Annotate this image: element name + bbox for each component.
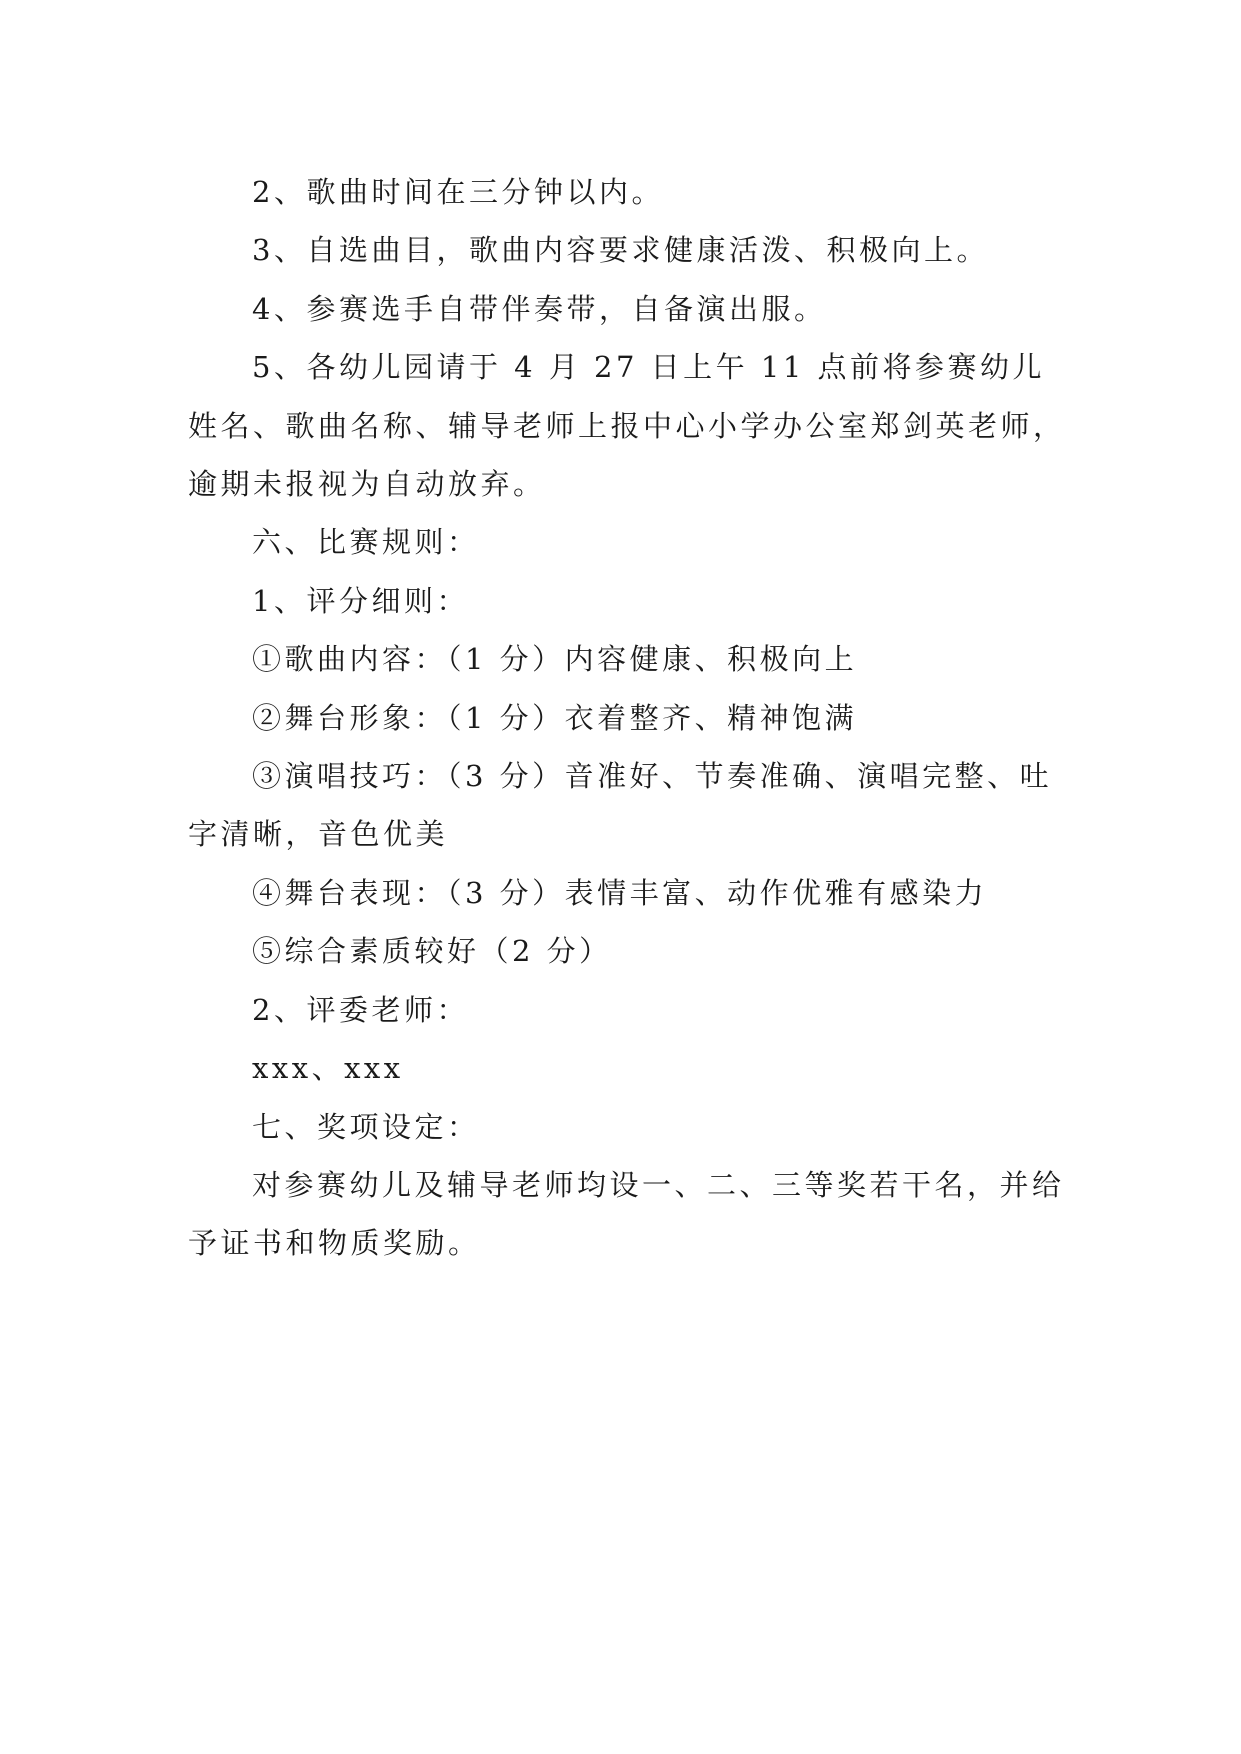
scoring-item-technique: ③演唱技巧：（3 分）音准好、节奏准确、演唱完整、吐字清晰，音色优美 <box>188 759 1053 852</box>
paragraph-accompaniment: 4、参赛选手自带伴奏带，自备演出服。 <box>252 291 827 326</box>
paragraph-song-selection: 3、自选曲目，歌曲内容要求健康活泼、积极向上。 <box>252 233 989 268</box>
subheading-judges: 2、评委老师： <box>252 992 469 1027</box>
paragraph-song-duration: 2、歌曲时间在三分钟以内。 <box>252 175 664 209</box>
scoring-item-content: ①歌曲内容：（1 分）内容健康、积极向上 <box>252 642 858 677</box>
scoring-item-image: ②舞台形象：（1 分）衣着整齐、精神饱满 <box>252 700 858 735</box>
paragraph-awards: 对参赛幼儿及辅导老师均设一、二、三等奖若干名，并给予证书和物质奖励。 <box>188 1167 1065 1261</box>
paragraph-registration: 5、各幼儿园请于 4 月 27 日上午 11 点前将参赛幼儿姓名、歌曲名称、辅导老师上报中心小学办公室郑剑英老师，逾期未报视为自动放弃。 <box>188 350 1066 502</box>
judges-names: xxx、xxx <box>252 1051 404 1086</box>
scoring-item-quality: ⑤综合素质较好（2 分） <box>252 934 612 969</box>
scoring-item-performance: ④舞台表现：（3 分）表情丰富、动作优雅有感染力 <box>252 875 988 910</box>
subheading-scoring: 1、评分细则： <box>252 583 469 618</box>
section-heading-rules: 六、比赛规则： <box>252 525 480 560</box>
document-body <box>188 163 1068 1273</box>
section-heading-awards: 七、奖项设定： <box>252 1109 480 1144</box>
